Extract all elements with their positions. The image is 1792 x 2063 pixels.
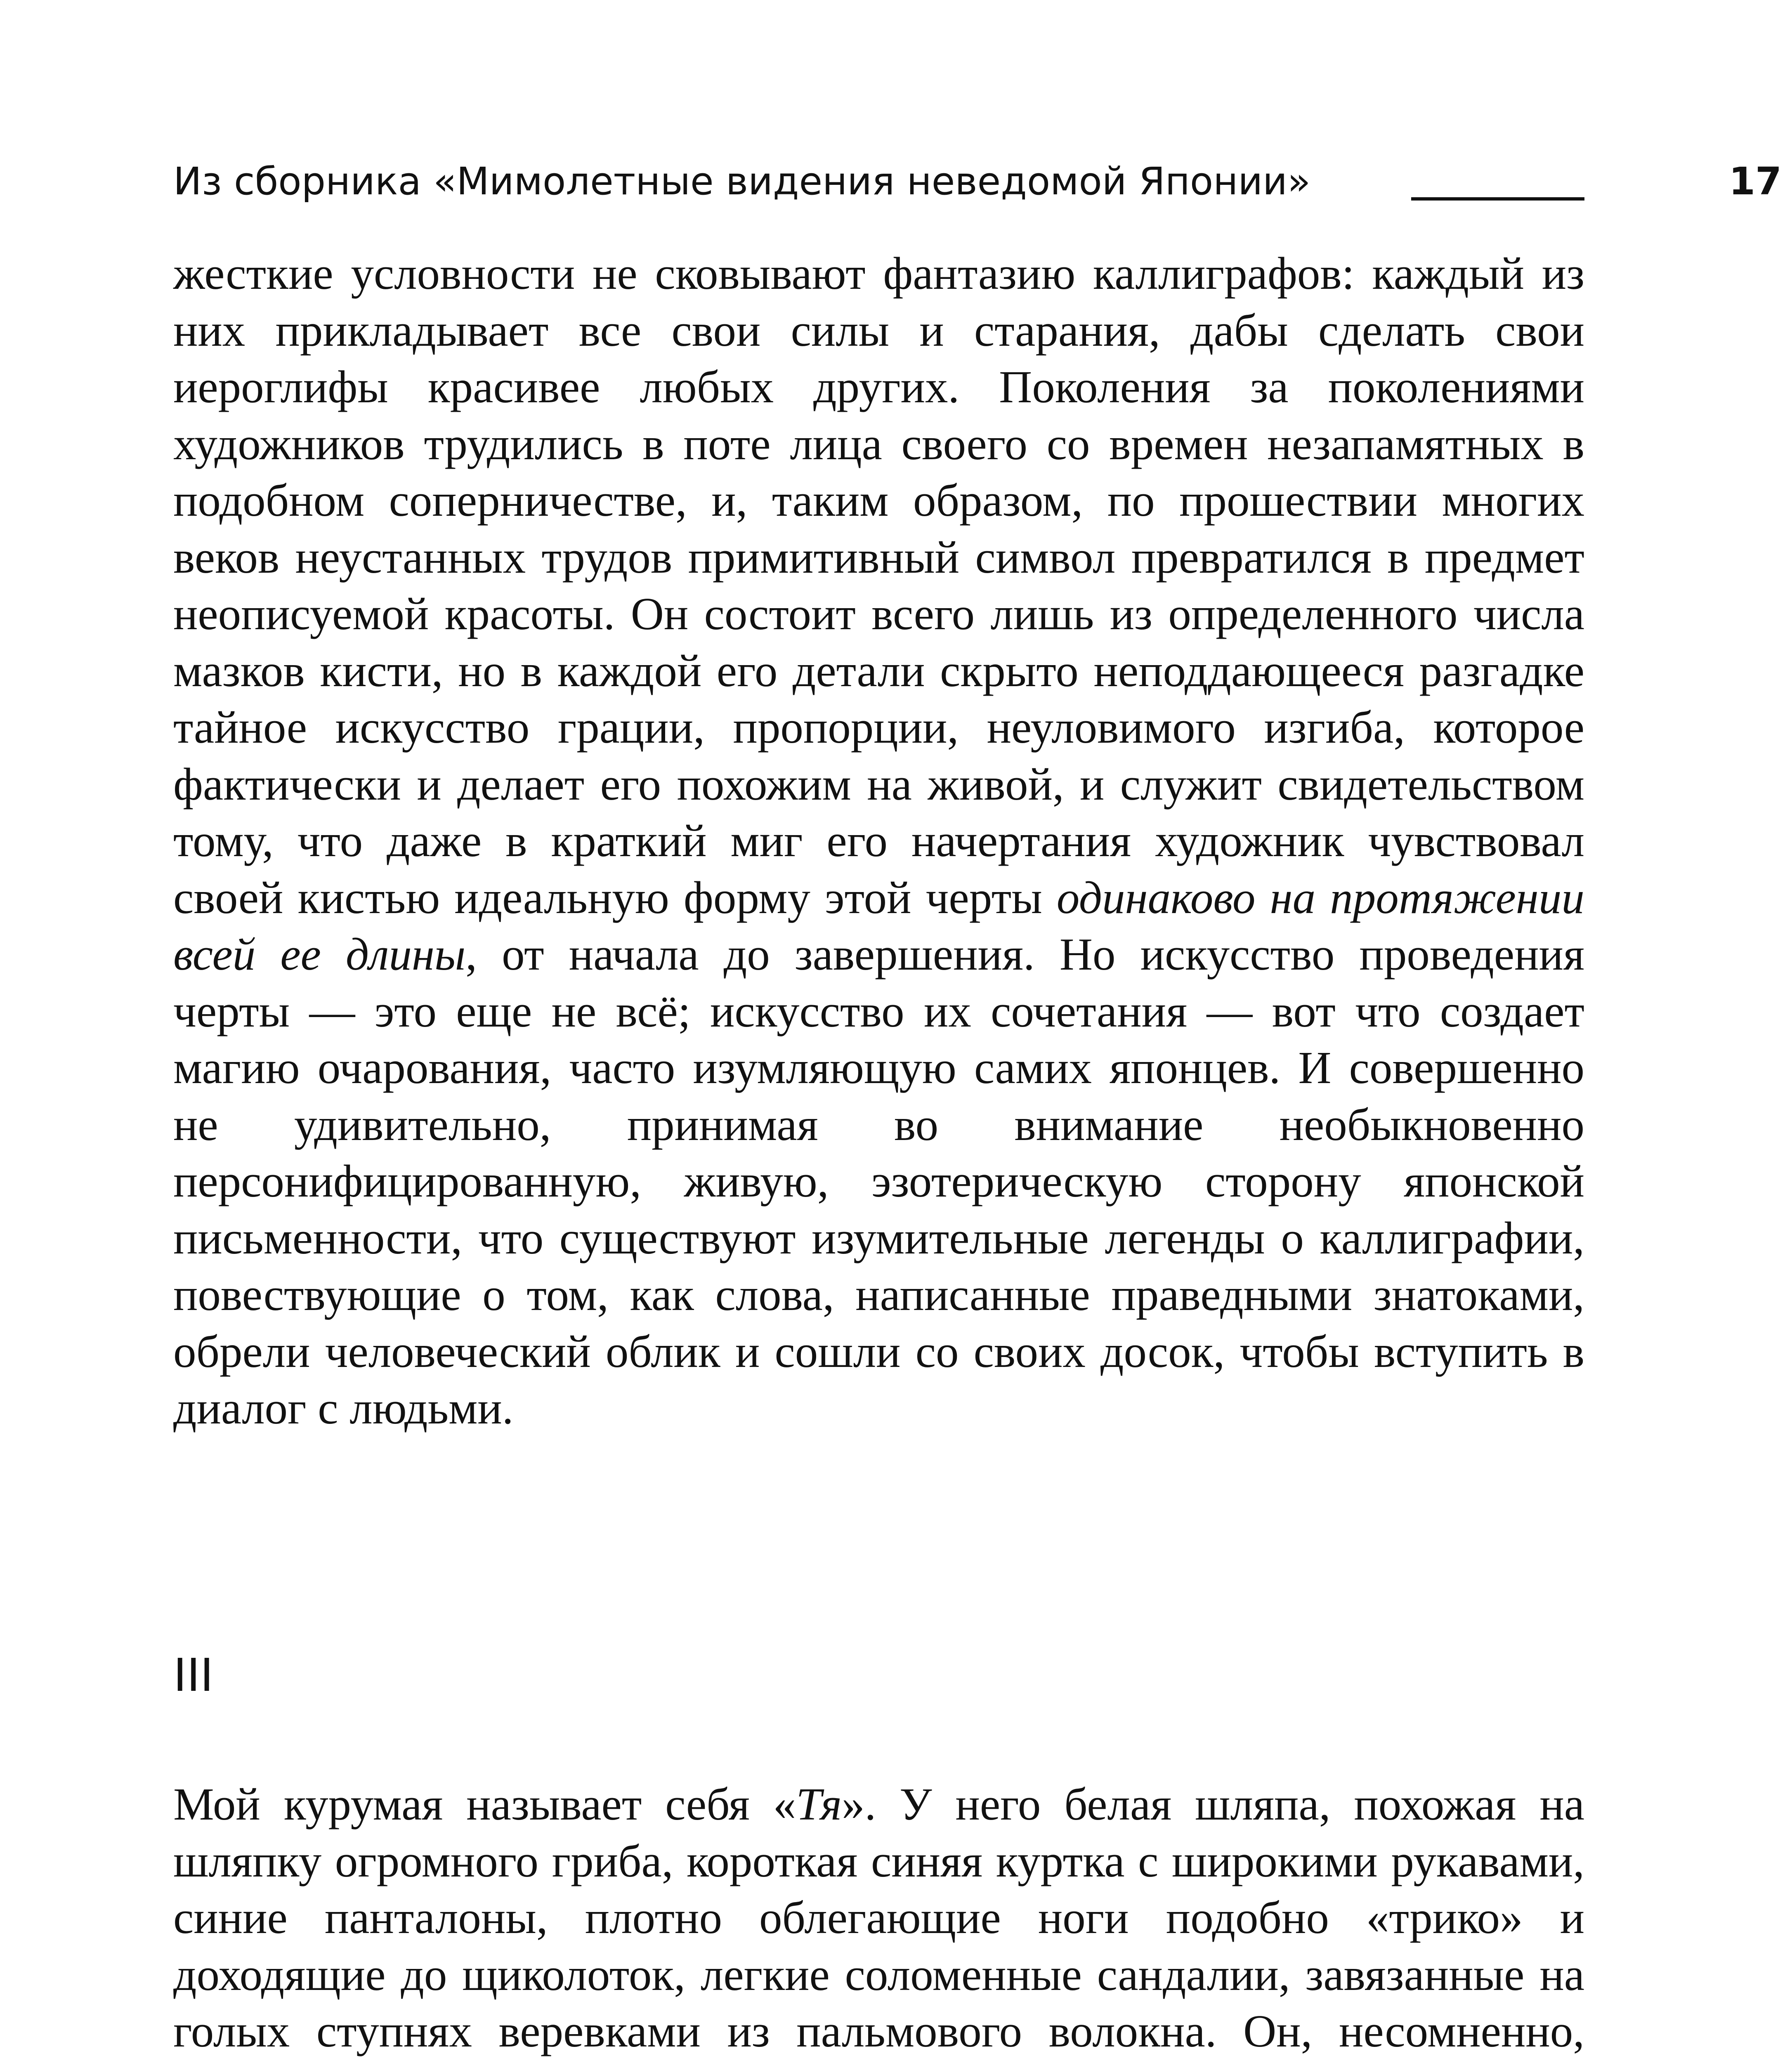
paragraph-kurumaya [173,1776,1584,2063]
italic-emphasis: Тя [796,1779,842,1830]
section-number: III [173,1649,214,1702]
running-head [173,153,1782,210]
italic-emphasis: одинаково на протяжении всей ее длины [173,872,1584,980]
paragraph-text: жесткие условности не сковывают фантазию каллиграфов: каждый из них прикладывает все свои силы и старания, дабы сделать свои иероглифы красивее любых других. Поколения за поколениями художников трудились в поте лица своего со времен незапамятных в подобном соперничестве, и, таким образом, по прошествии многих веков неустанных трудов примитивный символ превратился в предмет неописуемой красоты. Он состоит всего лишь из определенного числа мазков кисти, но в каждой его детали скрыто неподдающееся разгадке тайное искусство грации, пропорции, неуловимого изгиба, которое фактически и делает его похожим на живой, и служит свидетельством тому, что даже в краткий миг его начертания художник чувствовал своей кистью идеальную форму этой черты [173,248,1584,923]
paragraph-text: , от начала до завершения. Но искусство проведения черты — это еще не всё; искусство их сочетания — вот что создает магию очарования, часто изумляющую самих японцев. И совершенно не удивительно, принимая во внимание необыкновенно персонифицированную, живую, эзотерическую сторону японской письменности, что существуют изумительные легенды о каллиграфии, повествующие о том, как слова, написанные праведными знатоками, обрели человеческий облик и сошли со своих досок, чтобы вступить в диалог с людьми. [173,929,1584,1434]
paragraph-text: ». У него белая шляпа, похожая на шляпку огромного гриба, короткая синяя куртка с широкими рукавами, синие панталоны, плотно облегающие ноги подобно «трико» и доходящие до щиколоток, легкие соломенные сандалии, завязанные на голых ступнях веревками из пальмового волокна. Он, несомненно, [173,1779,1585,2057]
paragraph-calligraphy [173,245,1584,1437]
paragraph-text: Мой курумая называет себя « [173,1779,796,1830]
running-head-title: Из сборника «Мимолетные видения неведомой Японии» [173,159,1311,203]
page-number: 17 [1729,159,1782,203]
running-head-rule [1411,197,1584,201]
